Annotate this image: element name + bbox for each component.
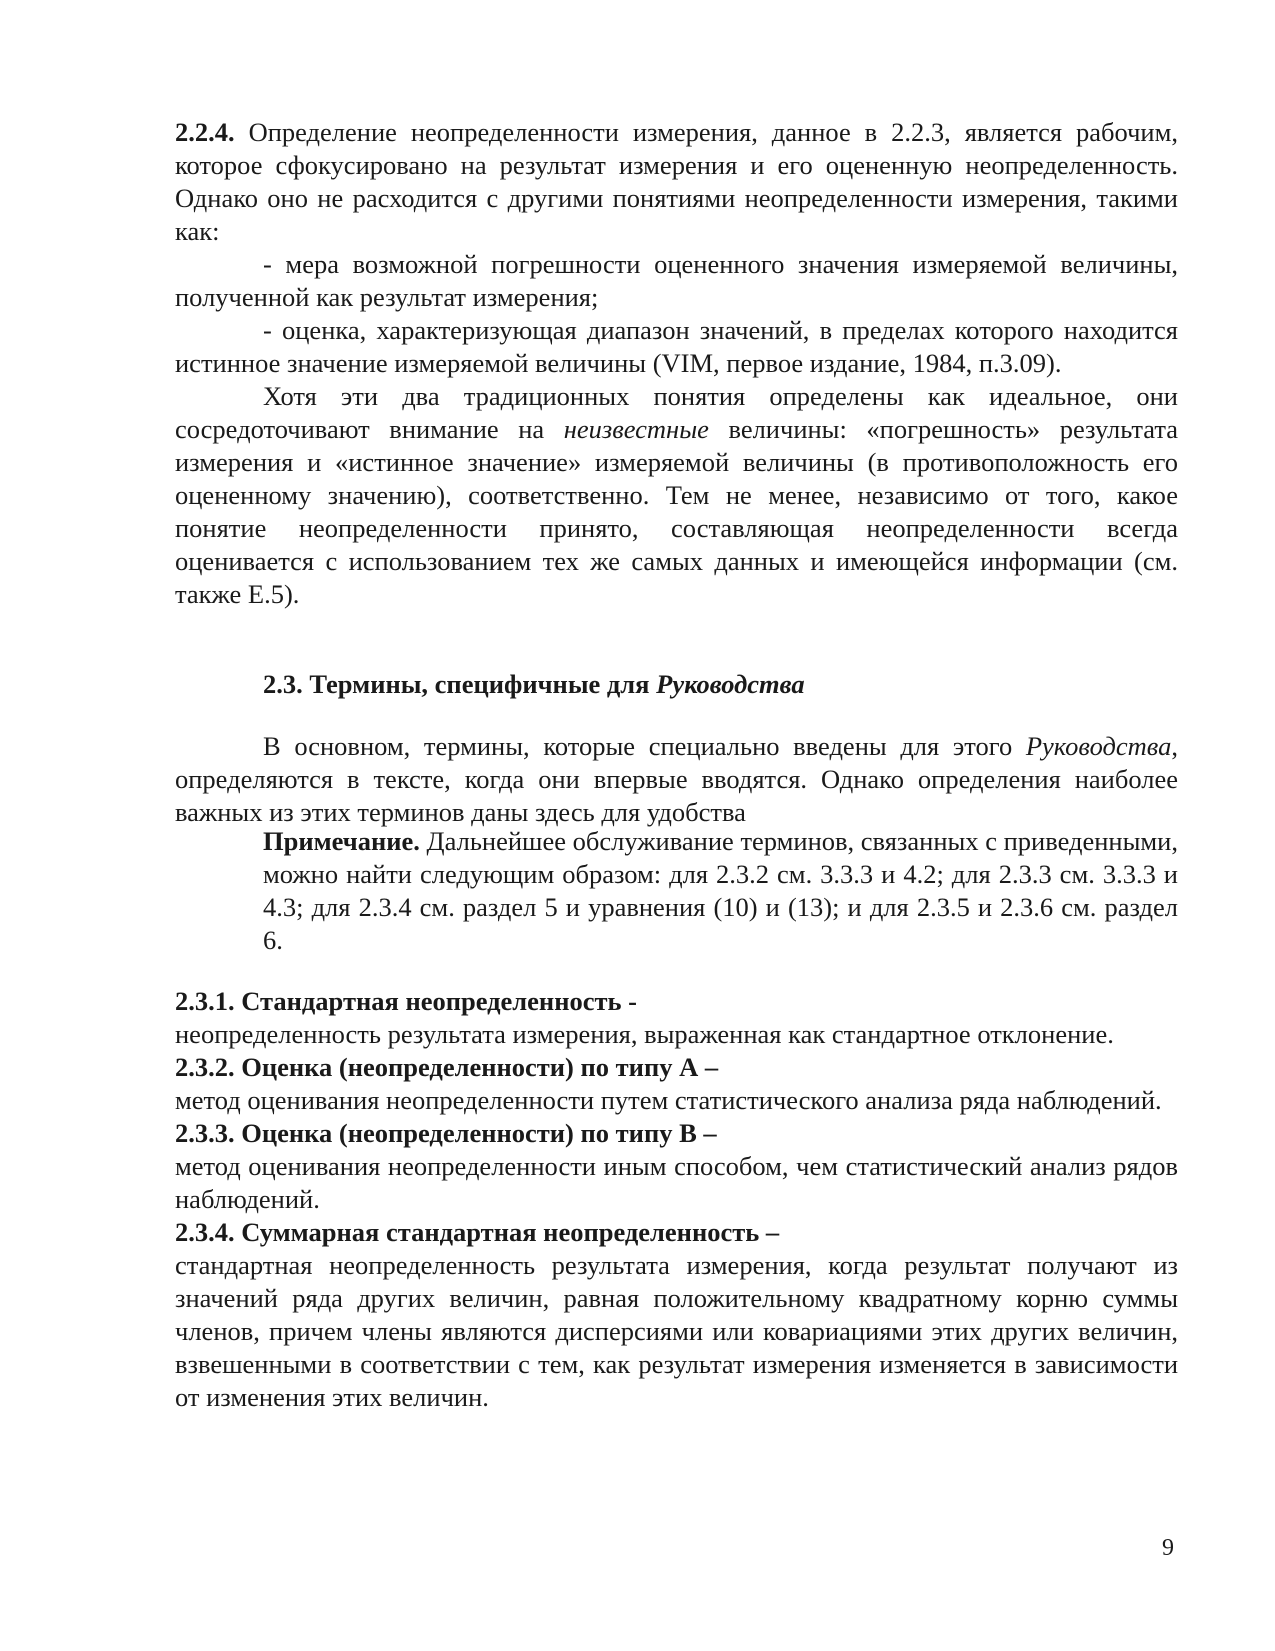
term-definition: метод оценивания неопределенности иным способом, чем статистический анализ рядов наблюдений. [175, 1151, 1178, 1214]
term-entry [175, 1117, 1178, 1216]
term-title: 2.3.1. Стандартная неопределенность - [175, 986, 637, 1016]
emphasis: Руководства [656, 669, 805, 699]
section-number: 2.2.4. [175, 117, 235, 147]
bullet-item: - оценка, характеризующая диапазон значений, в пределах которого находится истинное значение измеряемой величины (VIM, первое издание, 1984, п.3.09). [175, 315, 1178, 378]
term-entry [175, 1216, 1178, 1414]
paragraph-intro: В основном, термины, которые специально введены для этого Руководства, определяются в тексте, когда они впервые вводятся. Однако определения наиболее важных из этих терминов даны здесь для удобства [175, 731, 1178, 827]
term-title: 2.3.3. Оценка (неопределенности) по типу В – [175, 1118, 717, 1148]
section-2-3-intro [175, 730, 1178, 829]
terms-list [175, 985, 1178, 1414]
section-2-2-4 [175, 116, 1178, 611]
term-title: 2.3.4. Суммарная стандартная неопределенность – [175, 1217, 780, 1247]
term-title: 2.3.2. Оценка (неопределенности) по типу А – [175, 1052, 719, 1082]
emphasis: Руководства [1025, 731, 1172, 761]
paragraph-traditional-concepts: Хотя эти два традиционных понятия определены как идеальное, они сосредоточивают внимание на неизвестные величины: «погрешность» результата измерения и «истинное значение» измеряемой величины (в противоположность его оцененному значению), соответственно. Тем не менее, независимо от того, какое понятие неопределенности принято, составляющая неопределенности всегда оценивается с использованием тех же самых данных и имеющейся информации (см. также E.5). [175, 381, 1178, 609]
section-heading-2-3: 2.3. Термины, специфичные для Руководства [263, 669, 805, 699]
page-number: 9 [1162, 1535, 1174, 1561]
note-block [263, 825, 1178, 957]
term-definition: метод оценивания неопределенности путем статистического анализа ряда наблюдений. [175, 1085, 1162, 1115]
paragraph-text: Определение неопределенности измерения, данное в 2.2.3, является рабочим, которое сфокусировано на результат измерения и его оцененную неопределенность. Однако оно не расходится с другими понятиями неопределенности измерения, такими как: [175, 117, 1178, 246]
emphasis: неизвестные [563, 414, 709, 444]
paragraph-2-2-4 [175, 116, 1178, 248]
term-entry [175, 1051, 1178, 1117]
term-definition: неопределенность результата измерения, выраженная как стандартное отклонение. [175, 1019, 1114, 1049]
note-label: Примечание. [263, 826, 420, 856]
term-entry [175, 985, 1178, 1051]
bullet-item: - мера возможной погрешности оцененного значения измеряемой величины, полученной как результат измерения; [175, 249, 1178, 312]
note-text: Дальнейшее обслуживание терминов, связанных с приведенными, можно найти следующим образом: для 2.3.2 см. 3.3.3 и 4.2; для 2.3.3 см. 3.3.3 и 4.3; для 2.3.4 см. раздел 5 и уравнения (10) и (13); и для 2.3.5 и 2.3.6 см. раздел 6. [263, 826, 1178, 955]
term-definition: стандартная неопределенность результата измерения, когда результат получают из значений ряда других величин, равная положительному квадратному корню суммы членов, причем члены являются дисперсиями или ковариациями этих других величин, взвешенными в соответствии с тем, как результат измерения изменяется в зависимости от изменения этих величин. [175, 1250, 1178, 1412]
